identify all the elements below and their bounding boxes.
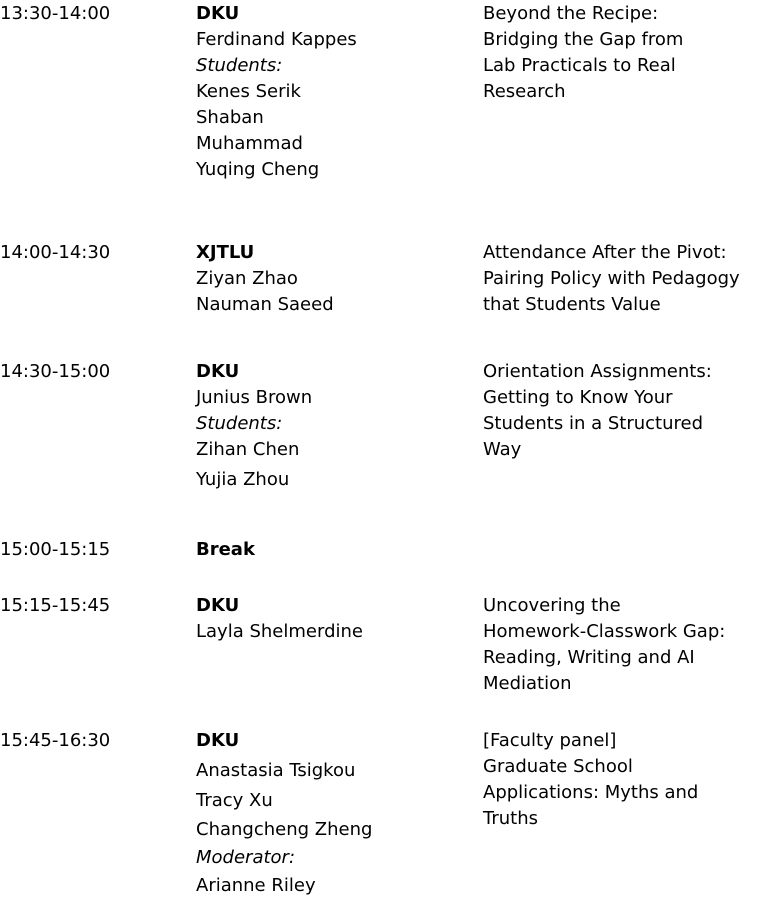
institution-label: DKU [196,361,240,382]
session-time: 14:00-14:30 [0,242,111,263]
title-line: Homework-Classwork Gap: [483,621,726,642]
session-presenters [196,728,476,900]
student-name: Yuqing Cheng [196,159,320,180]
title-line: Research [483,81,566,102]
role-label: Students: [196,413,283,434]
title-line: Graduate School [483,756,633,777]
title-line: that Students Value [483,294,661,315]
role-label: Moderator: [196,846,296,868]
session-presenters [196,593,476,645]
student-name: Shaban [196,107,264,128]
session-presenters [196,1,476,183]
presenter-name: Anastasia Tsigkou [196,760,356,781]
session-time: 15:15-15:45 [0,595,111,616]
institution-label: DKU [196,595,240,616]
student-name: Zihan Chen [196,439,300,460]
institution-label: DKU [196,730,240,751]
title-line: Uncovering the [483,595,621,616]
role-label: Students: [196,55,283,76]
session-title [483,728,765,832]
title-line: Truths [483,808,539,829]
break-label: Break [196,539,255,560]
student-name: Yujia Zhou [196,469,290,490]
title-line: Lab Practicals to Real [483,55,676,76]
title-line: Mediation [483,673,572,694]
session-time: 14:30-15:00 [0,361,111,382]
moderator-name: Arianne Riley [196,874,316,896]
session-time: 13:30-14:00 [0,3,111,24]
presenter-name: Changcheng Zheng [196,819,373,840]
title-line: Bridging the Gap from [483,29,684,50]
session-time: 15:00-15:15 [0,539,111,560]
session-title [483,359,765,463]
presenter-name: Nauman Saeed [196,294,334,315]
title-line: Applications: Myths and [483,782,699,803]
presenter-name: Tracy Xu [196,789,273,811]
institution-label: DKU [196,3,240,24]
title-line: Pairing Policy with Pedagogy [483,268,740,289]
title-line: Attendance After the Pivot: [483,242,727,263]
title-line: [Faculty panel] [483,730,617,751]
presenter-name: Junius Brown [196,387,313,408]
session-presenters [196,240,476,318]
institution-label: XJTLU [196,242,255,263]
title-line: Way [483,439,522,460]
student-name: Muhammad [196,133,303,154]
presenter-name: Layla Shelmerdine [196,621,363,642]
session-title [483,1,765,105]
title-line: Beyond the Recipe: [483,3,659,24]
session-title [483,240,765,318]
presenter-name: Ziyan Zhao [196,268,298,289]
session-presenters [196,537,476,563]
presenter-name: Ferdinand Kappes [196,29,357,50]
title-line: Orientation Assignments: [483,361,712,382]
session-title [483,593,765,697]
title-line: Students in a Structured [483,413,703,434]
session-time: 15:45-16:30 [0,730,111,751]
title-line: Reading, Writing and AI [483,647,695,668]
title-line: Getting to Know Your [483,387,673,408]
student-name: Kenes Serik [196,81,301,102]
session-presenters [196,359,476,495]
